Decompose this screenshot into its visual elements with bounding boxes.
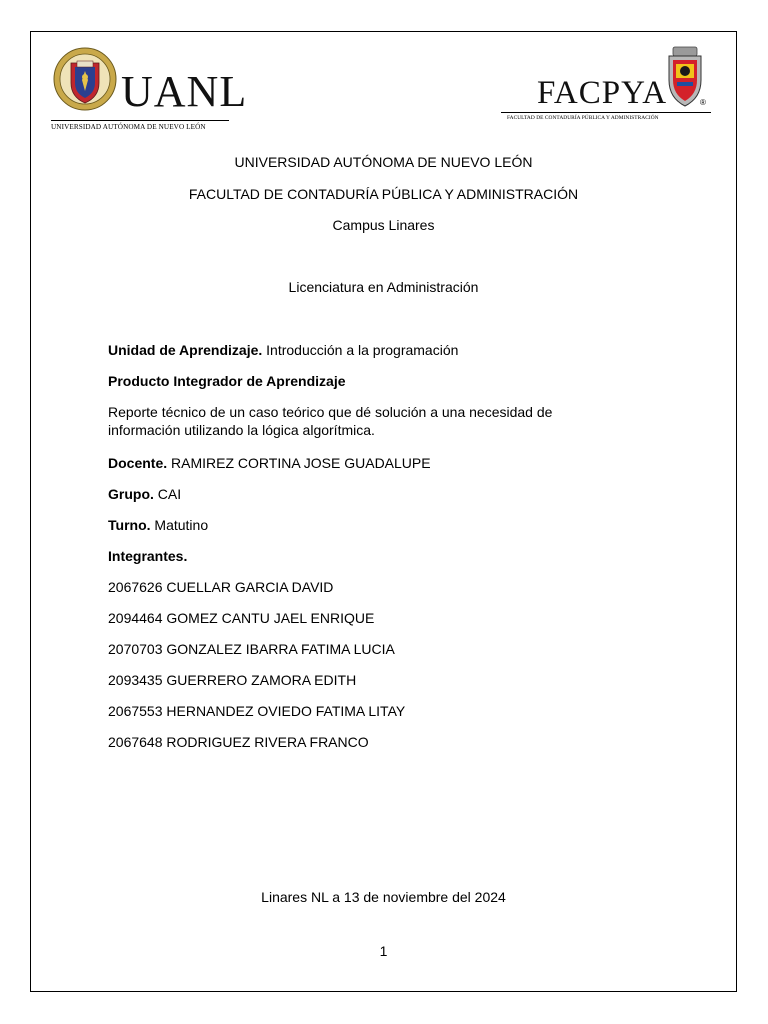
product-line: [108, 372, 346, 390]
member-item: 2070703 GONZALEZ IBARRA FATIMA LUCIA: [108, 641, 395, 657]
teacher-value: RAMIREZ CORTINA JOSE GUADALUPE: [171, 455, 431, 471]
member-item: 2094464 GOMEZ CANTU JAEL ENRIQUE: [108, 610, 375, 626]
teacher-label: Docente.: [108, 455, 168, 471]
product-label: Producto Integrador de Aprendizaje: [108, 373, 346, 389]
teacher-line: [108, 454, 431, 472]
group-label: Grupo.: [108, 486, 154, 502]
uanl-divider: [51, 120, 229, 121]
facpya-divider: [501, 112, 711, 113]
members-label: Integrantes.: [108, 548, 188, 564]
faculty-title: FACULTAD DE CONTADURÍA PÚBLICA Y ADMINISTRACIÓN: [188, 186, 579, 202]
unit-value: Introducción a la programación: [266, 342, 459, 358]
page-number: 1: [379, 943, 388, 959]
group-value: CAI: [157, 486, 182, 502]
uanl-logo: [51, 44, 251, 139]
campus-title: Campus Linares: [332, 217, 435, 233]
facpya-wordmark: FACPYA: [537, 75, 668, 111]
document-page: [30, 31, 737, 992]
group-line: [108, 485, 181, 503]
place-date: Linares NL a 13 de noviembre del 2024: [261, 889, 506, 905]
uanl-wordmark: UANL: [121, 67, 248, 116]
unit-label: Unidad de Aprendizaje.: [108, 342, 263, 358]
shift-label: Turno.: [108, 517, 151, 533]
facpya-logo: [501, 46, 716, 126]
registered-mark: ®: [700, 98, 706, 107]
member-item: 2067648 RODRIGUEZ RIVERA FRANCO: [108, 734, 369, 750]
shift-value: Matutino: [154, 517, 209, 533]
member-item: 2093435 GUERRERO ZAMORA EDITH: [108, 672, 357, 688]
unit-line: [108, 341, 458, 359]
member-item: 2067626 CUELLAR GARCIA DAVID: [108, 579, 334, 595]
facpya-subtitle: FACULTAD DE CONTADURÍA PÚBLICA Y ADMINISTRACIÓN: [507, 115, 659, 121]
member-item: 2067553 HERNANDEZ OVIEDO FATIMA LITAY: [108, 703, 406, 719]
members-line: [108, 547, 187, 565]
uanl-subtitle: UNIVERSIDAD AUTÓNOMA DE NUEVO LEÓN: [51, 123, 206, 131]
product-description: Reporte técnico de un caso teórico que dé solución a una necesidad de información utilizando la lógica algorítmica.: [108, 404, 553, 438]
university-title: UNIVERSIDAD AUTÓNOMA DE NUEVO LEÓN: [234, 154, 533, 170]
degree-title: Licenciatura en Administración: [288, 279, 479, 295]
shift-line: [108, 516, 208, 534]
faculty-crest-icon: [665, 46, 705, 108]
university-seal-icon: [53, 47, 117, 111]
